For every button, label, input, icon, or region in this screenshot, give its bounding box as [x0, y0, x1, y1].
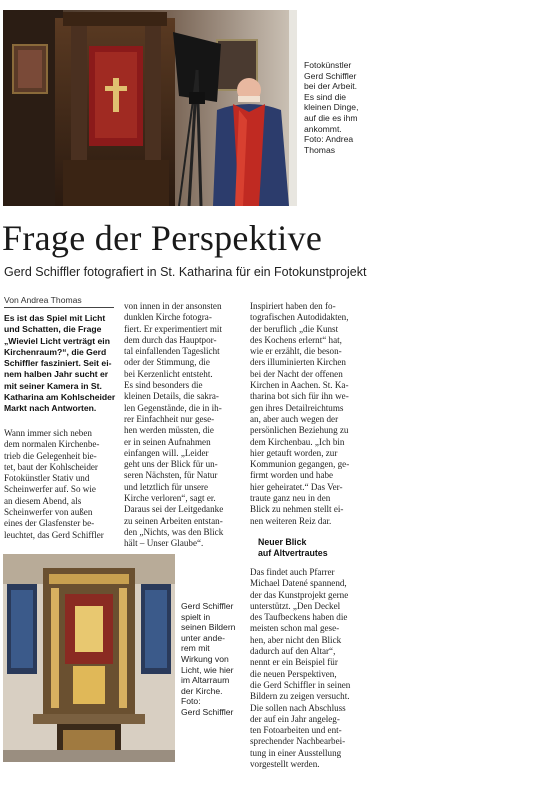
photo-photographer: [3, 10, 297, 206]
photo-caption-altar: Gerd Schiffler spielt in seinen Bildern unter ande- rem mit Wirkung von Licht, wie hier im Altarraum der Kirche. Foto: Gerd Schiffler: [181, 601, 236, 717]
article-column-3-continued: Das findet auch Pfarrer Michael Datené spannend, der das Kunstprojekt gerne unterstützt. „Den Deckel des Taufbeckens haben die meisten schon mal gese- hen, aber nicht den Blick dadurch auf den Altar“, nennt er ein Beispiel für die neuen Perspektiven, die Gerd Schiffler in seinen Bildern zu zeigen versucht. Die sollen nach Abschluss der auf ein Jahr angeleg- ten Fotoarbeiten und ent- sprechender Nachbearbei- tung in einer Ausstellung vorgestellt werden.: [250, 567, 351, 770]
article-column-1: Wann immer sich neben dem normalen Kirchenbe- trieb die Gelegenheit bie- tet, baut der Kohlscheider Fotokünstler Stativ und Scheinwerfer auf. So wie an diesem Abend, als Scheinwerfer von außen eines der Glasfenster be- leuchtet, das Gerd Schiffler: [4, 428, 104, 540]
article-subheadline: Gerd Schiffler fotografiert in St. Katharina für ein Fotokunstprojekt: [4, 265, 367, 279]
article-column-3: Inspiriert haben den fo- tografischen Autodidakten, der beruflich „die Kunst des Kochens erlernt“ hat, wie er erzählt, die beson- ders illuminierten Kirchen bei der Nacht der offenen Kirchen in Aachen. St. Ka- tharina bot sich für ihn we- gen ihres Detailreichtums an, aber auch wegen der persönlichen Beziehung zu dem Kirchenbau. „Ich bin hier getauft worden, zur Kommunion gegangen, ge- firmt worden und habe hier geheiratet.“ Das Ver- traute ganz neu in den Blick zu nehmen stellt ei- nen weiteren Reiz dar.: [250, 301, 350, 526]
photo-altar: [3, 554, 175, 762]
altar-image: [3, 554, 175, 762]
photographer-image: [3, 10, 297, 206]
article-column-2: von innen in der ansonsten dunklen Kirche fotogra- fiert. Er experimentiert mit dem durch das Hauptpor- tal einfallenden Tageslicht oder der Stimmung, die bei Kerzenlicht entsteht. Es sind besonders die kleinen Details, die sakra- len Gegenstände, die in ih- rer Einfachheit nur gese- hen werden müssten, die er in seinen Aufnahmen einfangen will. „Leider geht uns der Blick für un- seren Nächsten, für Natur und letztlich für unsere Kirche verloren“, sagt er. Daraus sei der Leitgedanke zu seinen Arbeiten entstan- den „Nichts, was den Blick hält – Unser Glaube“.: [124, 301, 224, 549]
article-headline: Frage der Perspektive: [2, 218, 323, 258]
article-intertitle: Neuer Blick auf Altvertrautes: [258, 537, 328, 559]
article-lead: Es ist das Spiel mit Licht und Schatten, die Frage „Wieviel Licht verträgt ein Kirchenraum?“, die Gerd Schiffler fasziniert. Seit ei- nem halben Jahr sucht er mit seiner Kamera in St. Katharina am Kohlscheider Markt nach Antworten.: [4, 313, 116, 414]
article-byline: Von Andrea Thomas: [4, 295, 82, 305]
photo-caption-photographer: Fotokünstler Gerd Schiffler bei der Arbeit. Es sind die kleinen Dinge, auf die es ihm ankommt. Foto: Andrea Thomas: [304, 60, 359, 155]
byline-rule: [4, 307, 114, 308]
